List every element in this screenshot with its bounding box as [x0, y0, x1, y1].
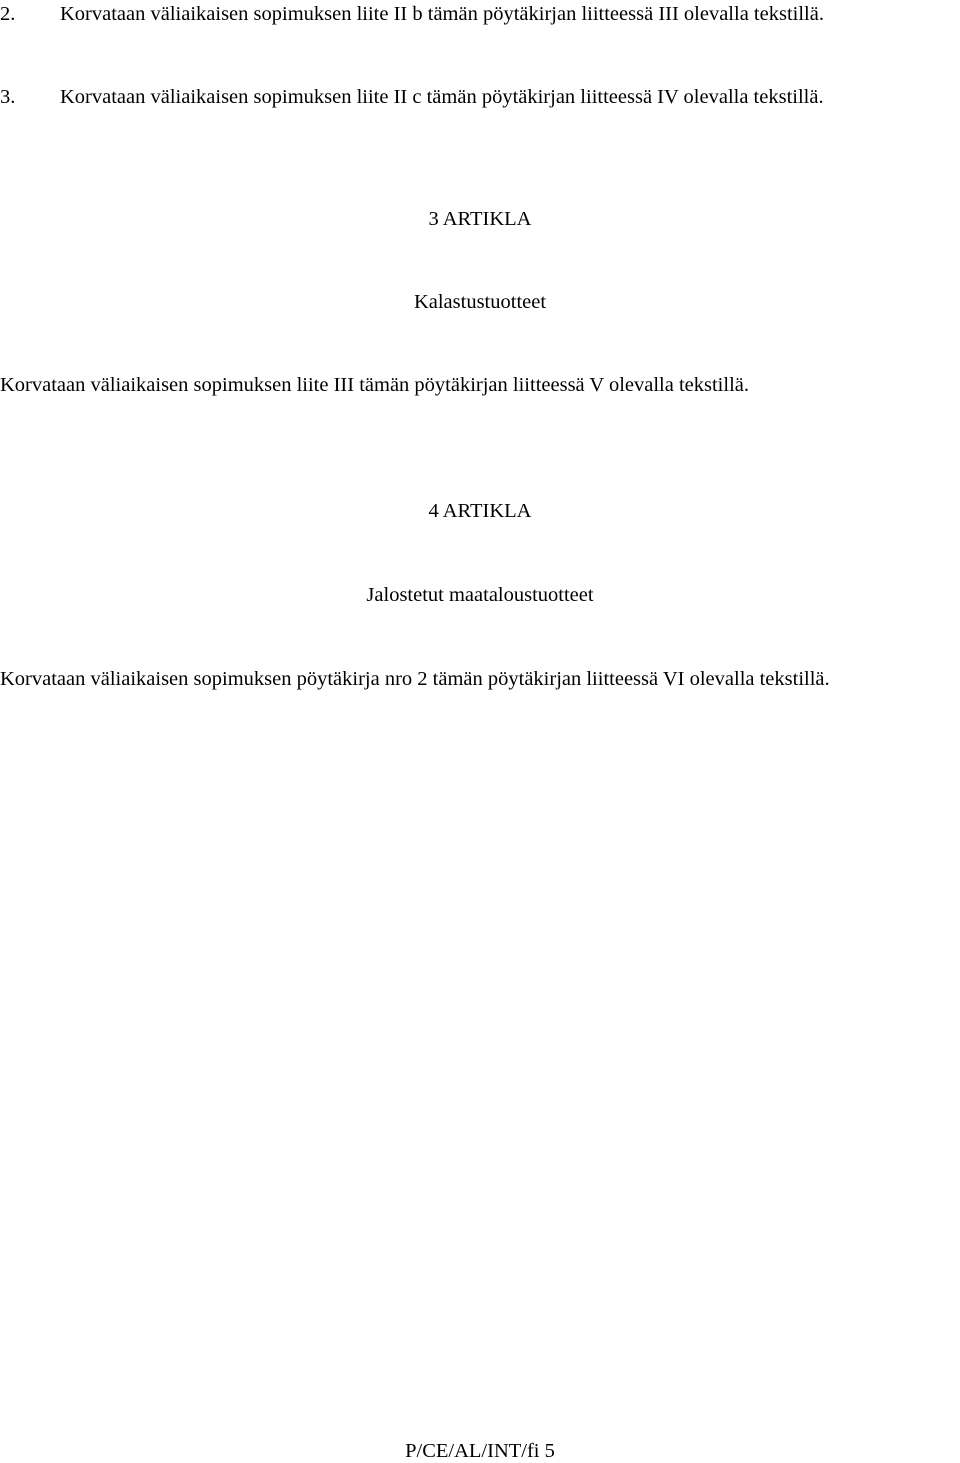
article-3-subheading: Kalastustuotteet	[413, 291, 547, 313]
article-4-heading: 4 ARTIKLA	[428, 500, 532, 522]
list-item-text: Korvataan väliaikaisen sopimuksen liite II c tämän pöytäkirjan liitteessä IV olevalla tekstillä.	[60, 86, 824, 108]
article-4-subheading: Jalostetut maataloustuotteet	[366, 584, 594, 606]
list-item-number: 3.	[0, 86, 16, 108]
list-item-text: Korvataan väliaikaisen sopimuksen liite II b tämän pöytäkirjan liitteessä III olevalla tekstillä.	[60, 3, 824, 25]
article-3-heading: 3 ARTIKLA	[428, 208, 532, 230]
list-item-number: 2.	[0, 3, 16, 25]
article-3-body: Korvataan väliaikaisen sopimuksen liite III tämän pöytäkirjan liitteessä V olevalla tekstillä.	[0, 374, 749, 396]
page-reference: P/CE/AL/INT/fi 5	[405, 1440, 555, 1462]
article-4-body: Korvataan väliaikaisen sopimuksen pöytäkirja nro 2 tämän pöytäkirjan liitteessä VI olevalla tekstillä.	[0, 668, 830, 690]
